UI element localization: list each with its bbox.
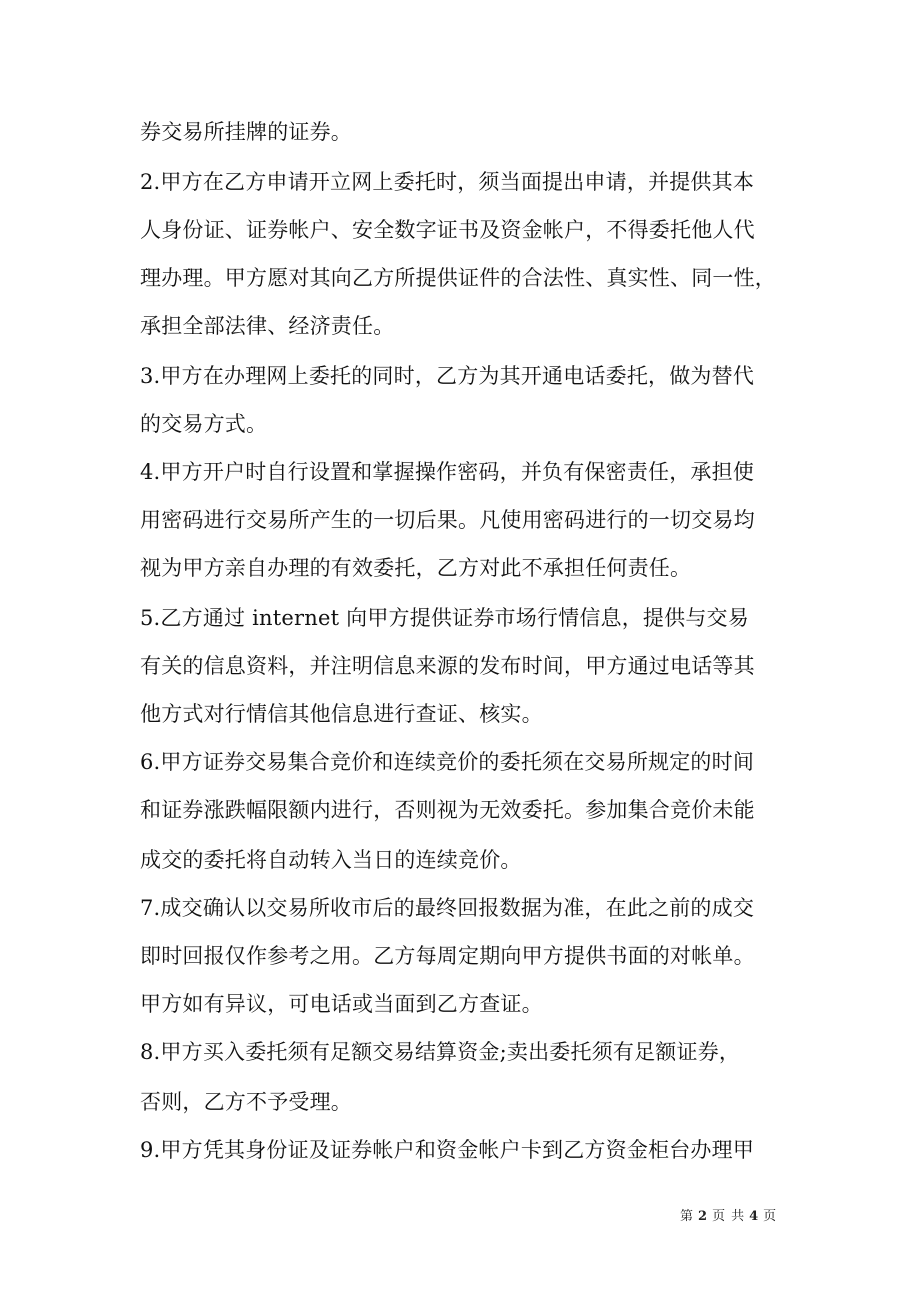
text-line: 承担全部法律、经济责任。 <box>140 314 395 338</box>
text-line: 5.乙方通过 internet 向甲方提供证券市场行情信息，提供与交易 <box>140 606 749 630</box>
text-line: 否则，乙方不予受理。 <box>140 1090 352 1114</box>
total-pages-number: 4 <box>749 1209 759 1224</box>
footer-page-word: 页 <box>712 1209 726 1224</box>
text-line: 他方式对行情信其他信息进行查证、核实。 <box>140 702 543 726</box>
footer-prefix: 第 <box>680 1209 694 1224</box>
text-line: 有关的信息资料，并注明信息来源的发布时间，甲方通过电话等其 <box>140 654 755 678</box>
text-line: 2.甲方在乙方申请开立网上委托时，须当面提出申请，并提供其本 <box>140 170 755 194</box>
text-line: 人身份证、证券帐户、安全数字证书及资金帐户，不得委托他人代 <box>140 218 755 242</box>
text-line: 的交易方式。 <box>140 412 268 436</box>
footer-suffix: 页 <box>763 1209 777 1224</box>
text-line: 和证券涨跌幅限额内进行，否则视为无效委托。参加集合竞价未能 <box>140 798 755 822</box>
text-line: 甲方如有异议，可电话或当面到乙方查证。 <box>140 992 543 1016</box>
text-line: 7.成交确认以交易所收市后的最终回报数据为准，在此之前的成交 <box>140 896 755 920</box>
page-number-footer <box>680 1208 776 1226</box>
text-line: 6.甲方证券交易集合竞价和连续竞价的委托须在交易所规定的时间 <box>140 750 755 774</box>
text-line: 3.甲方在办理网上委托的同时，乙方为其开通电话委托，做为替代 <box>140 364 755 388</box>
text-line: 4.甲方开户时自行设置和掌握操作密码，并负有保密责任，承担使 <box>140 460 755 484</box>
text-line: 券交易所挂牌的证券。 <box>140 120 352 144</box>
footer-total-prefix: 共 <box>731 1209 745 1224</box>
text-line: 即时回报仅作参考之用。乙方每周定期向甲方提供书面的对帐单。 <box>140 944 755 968</box>
current-page-number: 2 <box>698 1209 708 1224</box>
text-line: 成交的委托将自动转入当日的连续竞价。 <box>140 848 522 872</box>
text-line: 理办理。甲方愿对其向乙方所提供证件的合法性、真实性、同一性， <box>140 266 776 290</box>
text-line: 视为甲方亲自办理的有效委托，乙方对此不承担任何责任。 <box>140 556 692 580</box>
text-line: 9.甲方凭其身份证及证券帐户和资金帐户卡到乙方资金柜台办理甲 <box>140 1138 755 1162</box>
text-line: 用密码进行交易所产生的一切后果。凡使用密码进行的一切交易均 <box>140 508 755 532</box>
text-line: 8.甲方买入委托须有足额交易结算资金;卖出委托须有足额证券， <box>140 1040 741 1064</box>
